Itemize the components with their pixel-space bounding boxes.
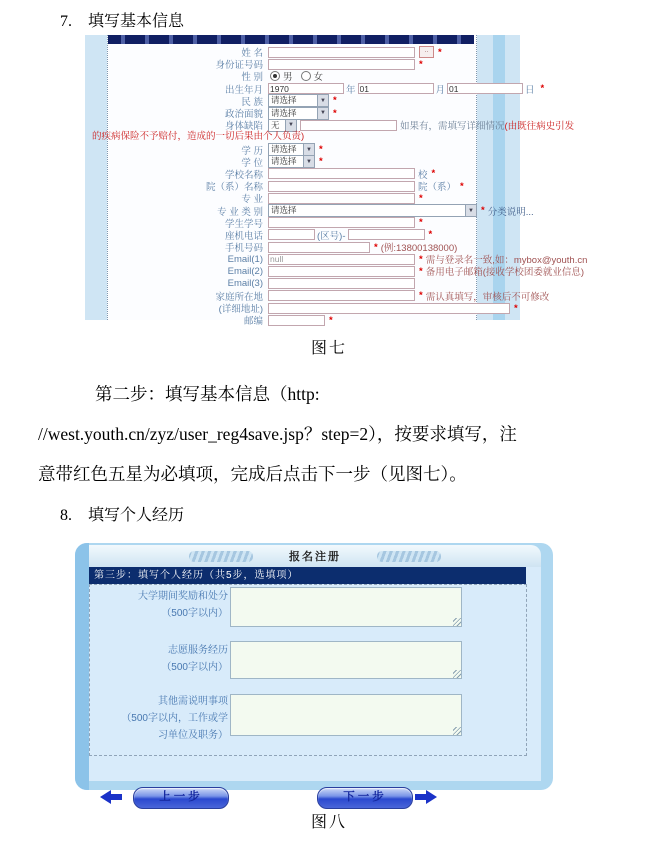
required-star: * — [419, 290, 423, 302]
email2-label: Email(2) — [227, 265, 263, 277]
step-title-bar: 第三步：填写个人经历（共5步，选填项） — [89, 567, 526, 584]
email2-input[interactable] — [268, 266, 415, 277]
required-star: * — [514, 302, 518, 314]
figure8-screenshot — [62, 537, 553, 803]
required-star: * — [460, 180, 464, 192]
ethnic-label: 民 族 — [241, 96, 263, 108]
list-item-7 — [60, 8, 658, 31]
zip-input[interactable] — [268, 315, 325, 326]
email3-label: Email(3) — [227, 278, 263, 290]
form-title-bar-clipped — [108, 35, 474, 44]
major-label: 专 业 — [241, 194, 263, 206]
dropdown-arrow-icon: ▼ — [303, 144, 314, 155]
other-hint-line2: 习单位及职务） — [158, 730, 228, 741]
student-no-input[interactable] — [268, 217, 415, 228]
college-input[interactable] — [268, 181, 415, 192]
resize-grip-icon[interactable] — [453, 618, 461, 626]
dropdown-arrow-icon: ▼ — [317, 108, 328, 119]
figure8-caption: 图八 — [310, 814, 347, 831]
resize-grip-icon[interactable] — [453, 727, 461, 735]
birth-year-input[interactable] — [268, 83, 344, 94]
name-input[interactable] — [268, 47, 415, 58]
header-decor-right — [377, 551, 441, 562]
id-label: 身份证号码 — [215, 60, 263, 72]
other-label: 其他需说明事项 （500字以内，工作或学 习单位及职务） — [90, 693, 228, 744]
defect-note: 如果有，需填写详细情况 — [400, 121, 505, 133]
arrow-right-icon — [415, 790, 437, 804]
other-textarea[interactable] — [230, 694, 462, 736]
defect-detail-input[interactable] — [300, 120, 397, 131]
name-browse-button[interactable]: .. — [419, 46, 434, 58]
required-star: * — [431, 168, 436, 180]
other-textarea-wrap — [230, 694, 462, 736]
id-input[interactable] — [268, 59, 415, 70]
required-star: * — [319, 156, 323, 168]
dropdown-arrow-icon: ▼ — [303, 156, 314, 167]
arrow-left-icon — [100, 790, 122, 804]
awards-hint: （500字以内） — [161, 608, 228, 619]
major-type-label: 专 业 类 别 — [217, 206, 263, 218]
paragraph-line: 意带红色五星为必填项，完成后点击下一步（见图七）。 — [38, 464, 467, 484]
form-row-email2 — [108, 265, 585, 279]
home-note: 需认真填写，审核后不可修改 — [425, 291, 550, 303]
resize-grip-icon[interactable] — [453, 670, 461, 678]
phone-label: 座机电话 — [224, 230, 263, 242]
paragraph-line: //west.youth.cn/zyz/user_reg4save.jsp？step=2），按要求填写，注 — [38, 424, 517, 444]
phone-area-input[interactable] — [268, 229, 315, 240]
academic-label: 学 位 — [241, 157, 263, 169]
required-star: * — [481, 205, 485, 217]
mobile-label: 手机号码 — [224, 243, 263, 255]
required-star: * — [419, 192, 423, 204]
other-hint-line1: （500字以内，工作或学 — [121, 713, 228, 724]
gender-female-radio[interactable] — [301, 71, 311, 81]
degree-select[interactable]: 请选择 ▼ — [268, 143, 315, 156]
section-title: 填写个人经历 — [88, 507, 185, 524]
major-type-help-link[interactable]: 分类说明... — [487, 206, 534, 218]
email1-label: Email(1) — [227, 253, 263, 265]
address-label: (详细地址) — [218, 304, 263, 316]
mobile-input[interactable] — [268, 242, 370, 253]
email1-input[interactable] — [268, 254, 415, 265]
defect-note-red: (由既往病史引发 — [504, 121, 575, 133]
dropdown-arrow-icon: ▼ — [317, 95, 328, 106]
major-input[interactable] — [268, 193, 415, 204]
college-label: 院（系）名称 — [205, 182, 263, 194]
section-title: 填写基本信息 — [88, 13, 185, 30]
gender-male-label: 男 — [283, 72, 293, 84]
window-body — [89, 567, 541, 803]
required-star: * — [333, 107, 337, 119]
list-number: 8. — [60, 507, 72, 524]
required-star: * — [419, 265, 423, 277]
figure7-screenshot — [85, 35, 588, 328]
gender-label: 性 别 — [241, 72, 263, 84]
email3-input[interactable] — [268, 278, 415, 289]
address-input[interactable] — [268, 303, 510, 314]
birth-label: 出生年月 — [224, 84, 263, 96]
dropdown-arrow-icon: ▼ — [285, 120, 296, 131]
window-header — [89, 545, 541, 567]
awards-textarea-wrap — [230, 587, 462, 627]
awards-textarea[interactable] — [230, 587, 462, 627]
home-input[interactable] — [268, 290, 415, 301]
school-label: 学校名称 — [224, 169, 263, 181]
form-row-mobile — [108, 241, 476, 253]
birth-day-input[interactable] — [447, 83, 523, 94]
gender-male-radio[interactable] — [270, 71, 280, 81]
defect-label: 身体缺陷 — [224, 121, 263, 133]
window-title: 报名注册 — [289, 551, 341, 563]
political-label: 政治面貌 — [224, 109, 263, 121]
ethnic-select[interactable]: 请选择 ▼ — [268, 94, 329, 107]
year-unit: 年 — [346, 84, 356, 96]
list-item-8 — [60, 502, 658, 525]
volunteer-hint: （500字以内） — [161, 662, 228, 673]
school-input[interactable] — [268, 168, 415, 179]
paragraph-line: 第二步：填写基本信息（http: — [95, 384, 320, 404]
required-star: * — [374, 241, 378, 253]
degree-label: 学 历 — [241, 145, 263, 157]
button-row — [89, 787, 541, 809]
form-row-defect — [108, 119, 575, 133]
dropdown-arrow-icon: ▼ — [465, 205, 476, 216]
volunteer-textarea[interactable] — [230, 641, 462, 679]
form-fieldset — [89, 584, 527, 756]
day-unit: 日 — [525, 84, 535, 96]
required-star: * — [329, 314, 333, 326]
major-type-select[interactable]: 请选择 ▼ — [268, 204, 477, 217]
volunteer-textarea-wrap — [230, 641, 462, 679]
registration-window — [75, 543, 553, 803]
college-suffix: 院（系） — [418, 182, 457, 194]
email2-note: 备用电子邮箱(接收学校团委就业信息) — [425, 267, 585, 279]
awards-label: 大学期间奖励和处分 （500字以内） — [90, 588, 228, 622]
required-star: * — [333, 95, 337, 107]
required-star: * — [419, 253, 423, 265]
zip-label: 邮编 — [243, 316, 263, 328]
body-paragraph — [38, 374, 622, 494]
required-star: * — [540, 83, 545, 95]
school-suffix: 校 — [418, 169, 428, 181]
mobile-note: (例:13800138000) — [380, 243, 458, 255]
defect-warning-line: 的疾病保险不予赔付，造成的一切后果由个人负责) — [92, 131, 305, 143]
figure7-caption: 图七 — [310, 340, 347, 357]
prev-step-button[interactable]: 上一步 — [133, 787, 229, 809]
home-label: 家庭所在地 — [215, 291, 263, 303]
phone-mid-label: (区号)- — [317, 230, 346, 242]
required-star: * — [419, 58, 423, 70]
email1-note: 需与登录名一致,如：mybox@youth.cn — [425, 255, 588, 267]
academic-select[interactable]: 请选择 ▼ — [268, 155, 315, 168]
form-row-zip — [108, 314, 476, 326]
month-unit: 月 — [435, 84, 446, 96]
required-star: * — [419, 217, 423, 229]
birth-month-input[interactable] — [358, 83, 434, 94]
form-panel — [92, 35, 588, 328]
form-row-email1 — [108, 253, 588, 267]
header-decor-left — [189, 551, 253, 562]
volunteer-label: 志愿服务经历 （500字以内） — [90, 642, 228, 676]
next-step-button[interactable]: 下一步 — [317, 787, 413, 809]
required-star: * — [438, 46, 442, 58]
list-number: 7. — [60, 13, 72, 30]
name-label: 姓 名 — [241, 48, 263, 60]
required-star: * — [319, 144, 323, 156]
gender-female-label: 女 — [313, 72, 324, 84]
defect-select[interactable]: 无 ▼ — [268, 119, 297, 132]
student-no-label: 学生学号 — [224, 218, 263, 230]
required-star: * — [428, 229, 433, 241]
window-left-bar — [75, 543, 89, 790]
political-select[interactable]: 请选择 ▼ — [268, 107, 329, 120]
phone-number-input[interactable] — [348, 229, 425, 240]
